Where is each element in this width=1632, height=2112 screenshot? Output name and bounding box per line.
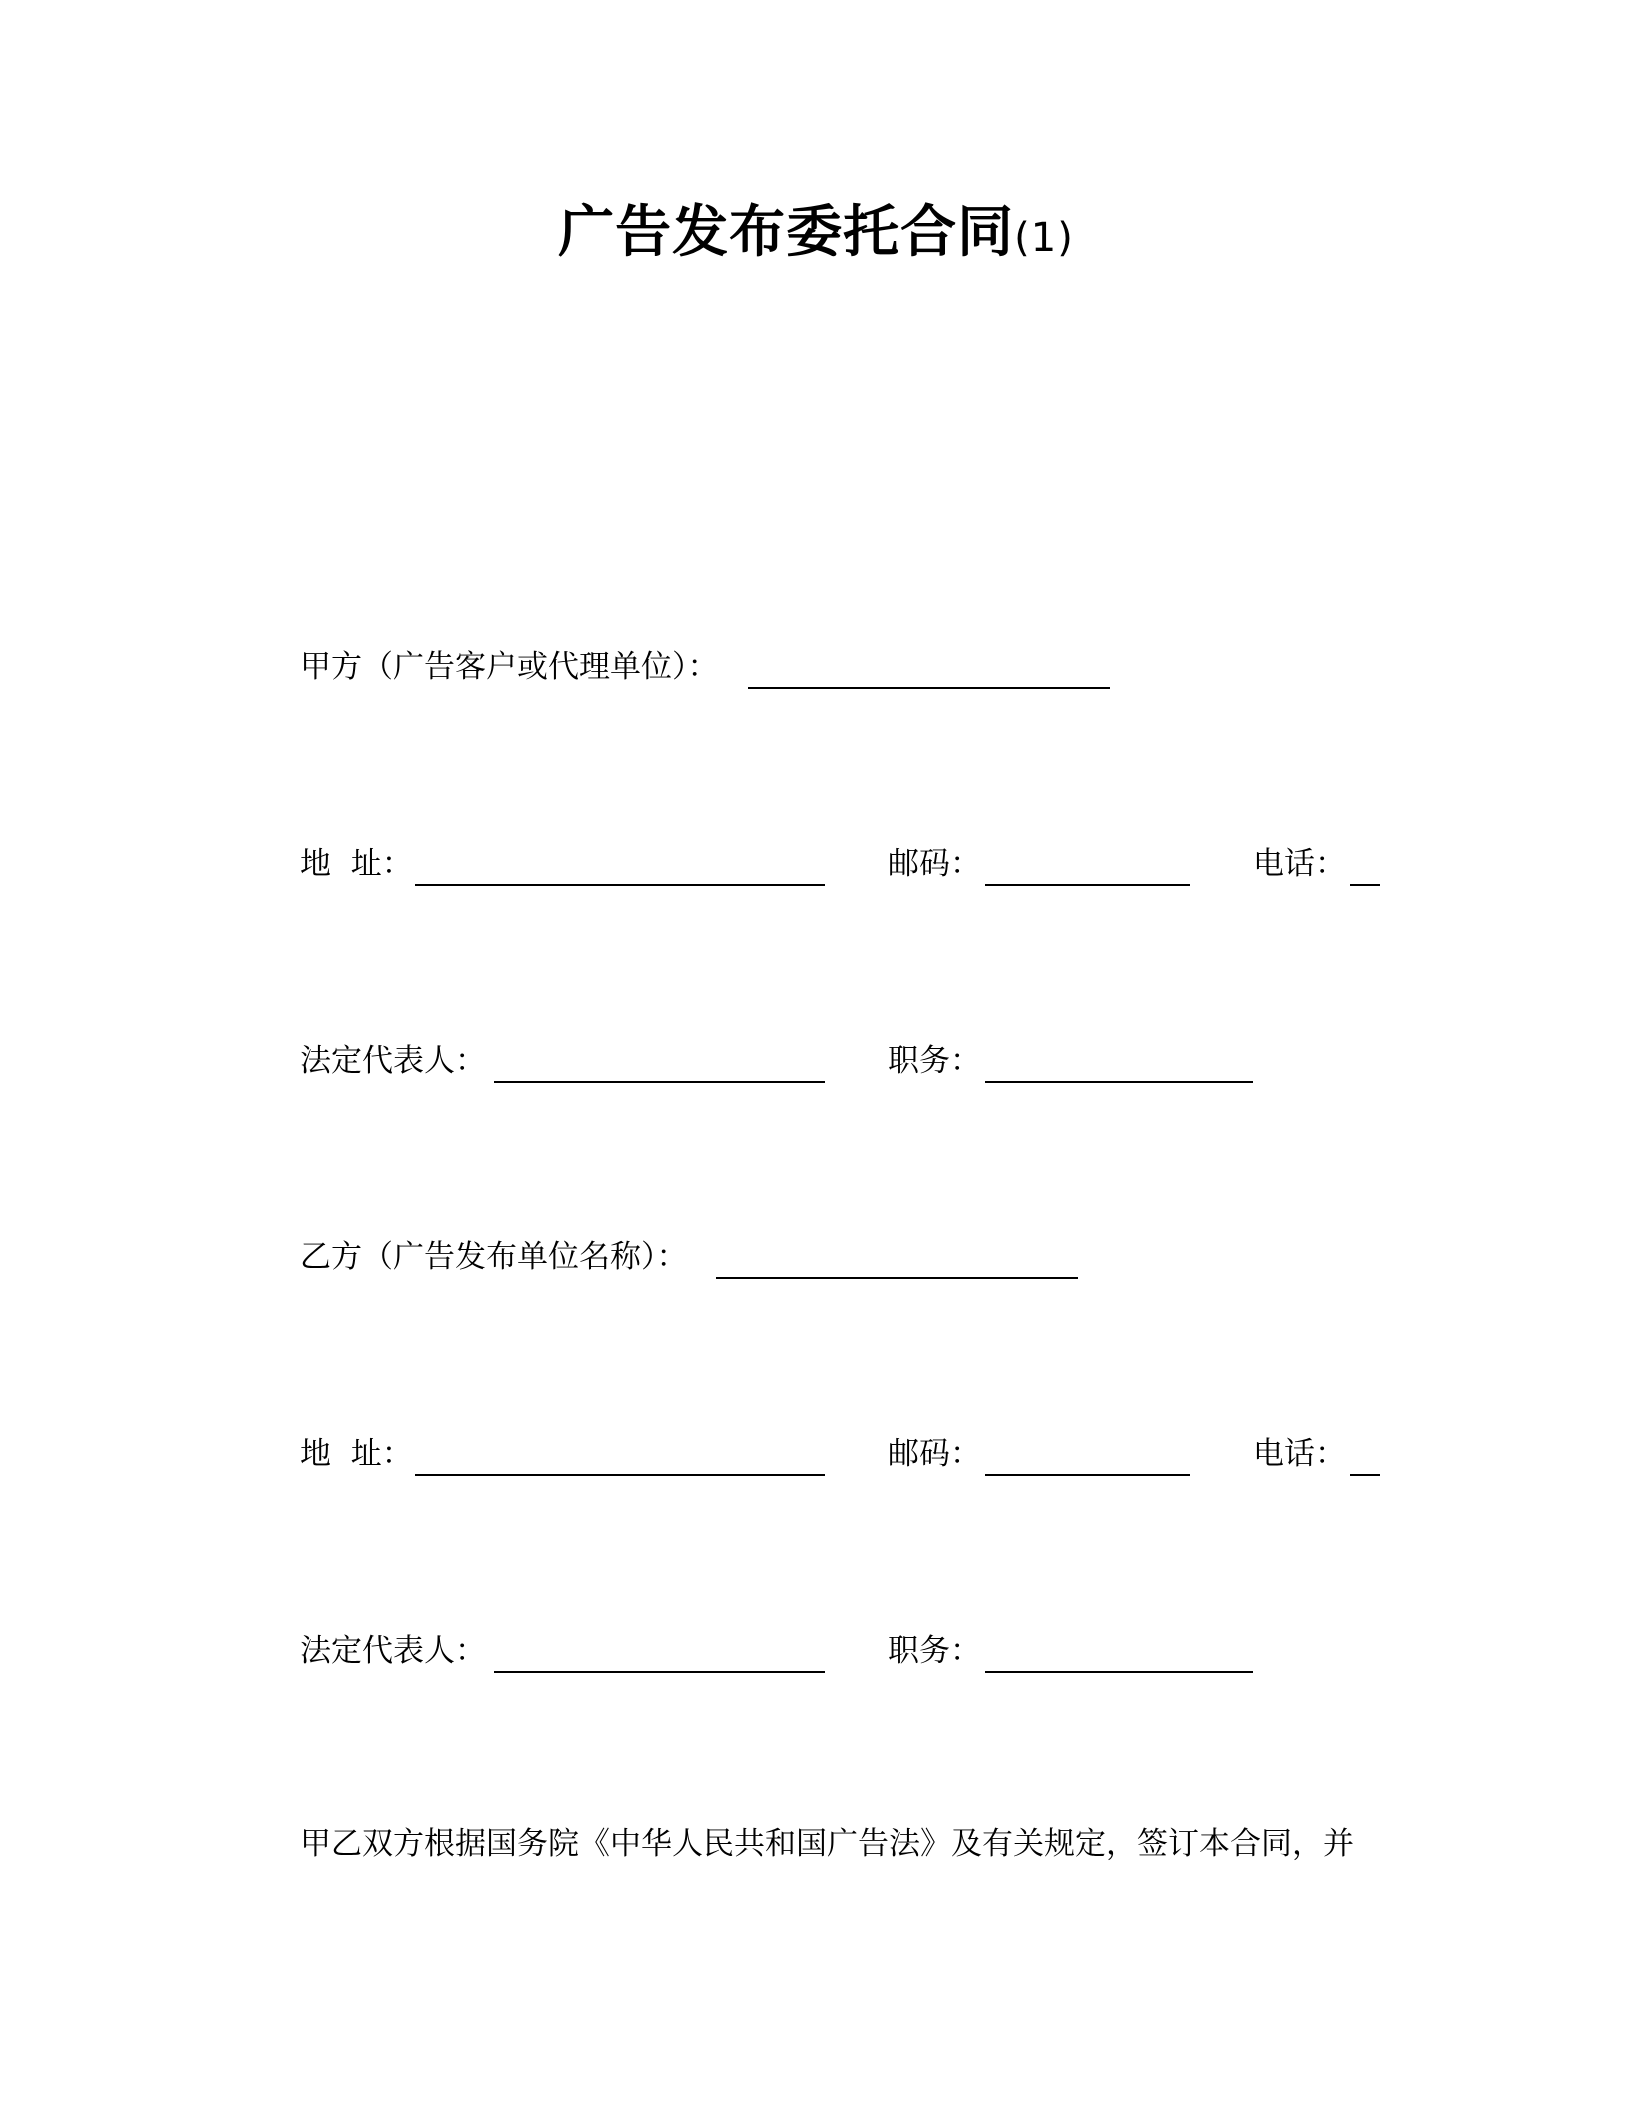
- title-main: 广告发布委托合同: [558, 200, 1015, 265]
- party-a-name-label: 甲方（广告客户或代理单位）：: [300, 649, 719, 685]
- party-a-address-label: 地 址：: [300, 846, 413, 882]
- party-a-postcode-blank[interactable]: [985, 884, 1190, 886]
- party-a-legal-rep-label: 法定代表人：: [300, 1043, 486, 1079]
- party-a-address-blank[interactable]: [415, 884, 825, 886]
- party-a-phone-label: 电话：: [1253, 846, 1346, 882]
- party-b-postcode-blank[interactable]: [985, 1474, 1190, 1476]
- party-a-legal-rep-blank[interactable]: [494, 1081, 825, 1083]
- party-b-position-label: 职务：: [888, 1633, 981, 1669]
- party-a-position-label: 职务：: [888, 1043, 981, 1079]
- contract-intro-paragraph: 甲乙双方根据国务院《中华人民共和国广告法》及有关规定，签订本合同，并: [300, 1826, 1354, 1862]
- party-a-position-blank[interactable]: [985, 1081, 1253, 1083]
- party-b-address-blank[interactable]: [415, 1474, 825, 1476]
- party-b-name-label: 乙方（广告发布单位名称）：: [300, 1239, 688, 1275]
- party-a-name-blank[interactable]: [748, 687, 1110, 689]
- party-b-phone-label: 电话：: [1253, 1436, 1346, 1472]
- party-b-legal-rep-blank[interactable]: [494, 1671, 825, 1673]
- document-title: [0, 198, 1632, 273]
- party-b-name-blank[interactable]: [716, 1277, 1078, 1279]
- party-a-legal-rep-row: [0, 1039, 1632, 1099]
- title-suffix: (1): [1014, 215, 1074, 261]
- party-b-address-label: 地 址：: [300, 1436, 413, 1472]
- party-b-legal-rep-label: 法定代表人：: [300, 1633, 486, 1669]
- party-b-address-row: [0, 1432, 1632, 1492]
- party-a-phone-blank[interactable]: [1350, 884, 1380, 886]
- party-b-name-row: [0, 1235, 1632, 1295]
- party-b-postcode-label: 邮码：: [888, 1436, 981, 1472]
- party-b-position-blank[interactable]: [985, 1671, 1253, 1673]
- party-b-phone-blank[interactable]: [1350, 1474, 1380, 1476]
- party-a-postcode-label: 邮码：: [888, 846, 981, 882]
- party-a-name-row: [0, 645, 1632, 705]
- party-a-address-row: [0, 842, 1632, 902]
- party-b-legal-rep-row: [0, 1629, 1632, 1689]
